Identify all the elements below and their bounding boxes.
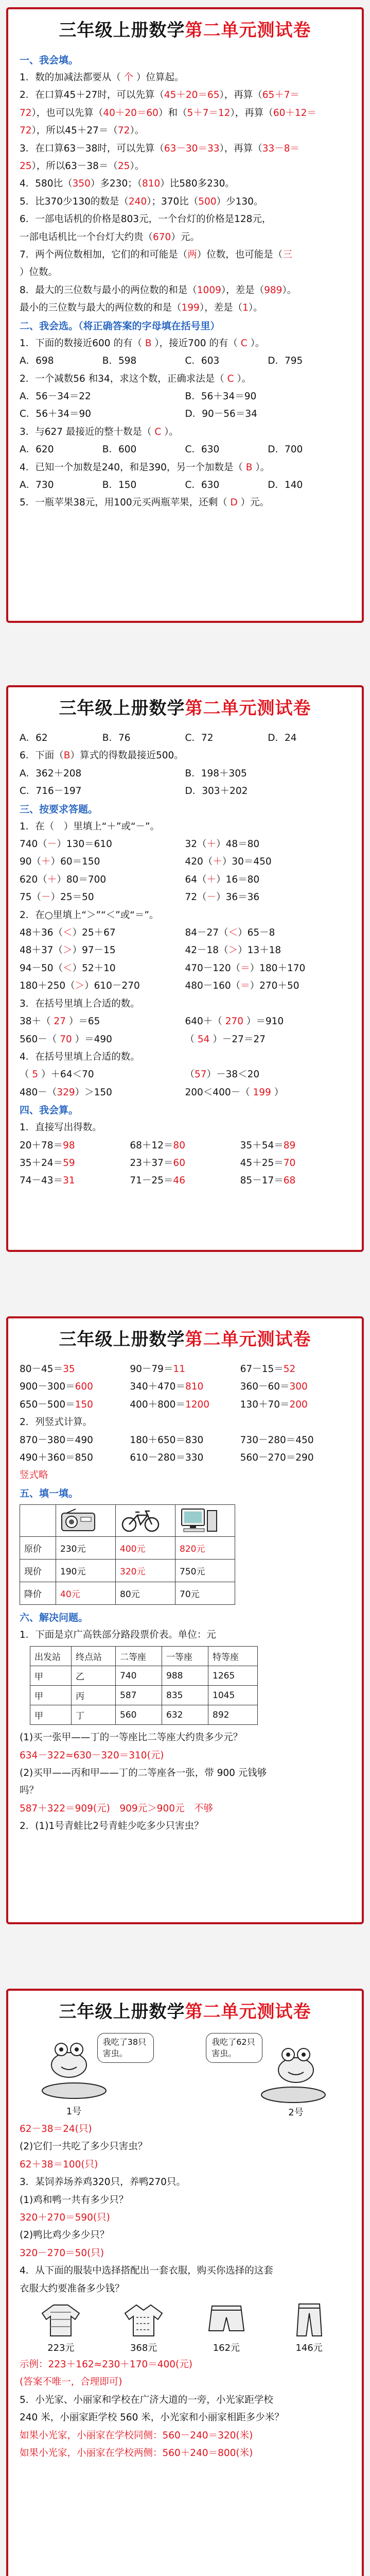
exercise-grid <box>20 1361 350 1414</box>
exercise: 560－270＝290 <box>240 1452 314 1464</box>
question: (2)它们一共吃了多少只害虫？ <box>20 2141 148 2153</box>
exercise: 38＋（ 27 ）＝65 <box>20 1016 100 1027</box>
answer: 示例：223＋162≈230＋170＝400(元) <box>20 2359 192 2370</box>
option: A．620 <box>20 444 54 455</box>
question: 1．下面的数接近600 的有（ B ），接近700 的有（ C ）。 <box>20 337 265 349</box>
exercise: 48＋37（＞）97－15 <box>20 945 116 956</box>
exercise: （57）－38＜20 <box>185 1069 260 1080</box>
question: 3．与627 最接近的整十数是（ C ）。 <box>20 426 179 437</box>
question: 一部电话机比一个台灯大约贵（670）元。 <box>20 231 200 243</box>
option: C．56＋34＝90 <box>20 409 92 420</box>
exercise: 900－300＝600 <box>20 1381 93 1393</box>
option: D．795 <box>268 355 303 367</box>
exercise: 71－25＝46 <box>130 1175 185 1187</box>
question: 4．从下面的服装中选择搭配出一套衣服，购买你选择的这套 <box>20 2265 273 2277</box>
option: D．140 <box>268 479 303 490</box>
section-heading: 五、填一填。 <box>20 1487 79 1499</box>
question: 25），所以63－38＝（25）。 <box>20 161 145 172</box>
answer: (答案不唯一，合理即可) <box>20 2377 122 2388</box>
price-table <box>20 1504 235 1605</box>
exercise: 90（＋）60＝150 <box>20 856 100 868</box>
question: 6．一部电话机的价格是803元，一个台灯的价格是128元， <box>20 214 272 225</box>
table-row: 原价 230元 400元 820元 <box>20 1536 235 1559</box>
page-title: 三年级上册数学第二单元测试卷 <box>59 2002 311 2022</box>
speech-bubble: 我吃了62只害虫。 <box>206 2033 262 2063</box>
exercise: 35＋54＝89 <box>240 1140 296 1151</box>
clothing-item: 162元 <box>205 2302 248 2354</box>
question: 衣服大约要准备多少钱？ <box>20 2283 125 2294</box>
exercise: 84－27（＜）65－8 <box>185 927 275 939</box>
question: 1．在（ ）里填上“＋”或“－”。 <box>20 821 160 832</box>
computer-icon <box>180 1507 219 1533</box>
clothing-item: 146元 <box>288 2302 331 2354</box>
exercise: 67－15＝52 <box>240 1364 296 1375</box>
choice-options <box>20 765 350 801</box>
frog-label: 1号 <box>66 2106 82 2117</box>
exercise: 650－500＝150 <box>20 1399 93 1410</box>
exercise: 42－18（＞）13＋18 <box>185 945 281 956</box>
exercise: 730－280＝450 <box>240 1434 314 1446</box>
exercise-grid <box>20 924 350 995</box>
option: B．198＋305 <box>185 768 247 779</box>
exercise-grid <box>20 836 350 907</box>
question: 1．数的加减法都要从（ 个 ）位算起。 <box>20 72 184 83</box>
answer: 如果小光家，小丽家在学校两侧：560＋240＝800(米) <box>20 2448 253 2459</box>
table-row: 甲 乙 740 988 1265 <box>30 1666 258 1686</box>
frog-icon <box>273 2043 319 2084</box>
section-heading: 六、解决问题。 <box>20 1612 89 1623</box>
answer: 587＋322＝909(元) 909元＞900元 不够 <box>20 1803 213 1814</box>
exercise: 560－（ 70 ）＝490 <box>20 1033 112 1045</box>
table-header: 出发站 终点站 二等座 一等座 特等座 <box>30 1647 258 1666</box>
question: 6．下面（B）算式的得数最接近500。 <box>20 750 184 761</box>
question: 3．某饲养场养鸡320只，养鸭270只。 <box>20 2177 186 2188</box>
question: 2．一个减数56 和34，求这个数，正确求法是（ C ）。 <box>20 373 252 384</box>
trousers-icon <box>288 2302 331 2338</box>
worksheet-page-4 <box>6 1989 364 2576</box>
option: D．90－56＝34 <box>185 409 257 420</box>
exercise: 80－45＝35 <box>20 1364 75 1375</box>
exercise: 75（－）25＝50 <box>20 892 94 903</box>
answer: 62＋38＝100(只) <box>20 2159 98 2170</box>
question: 240 米，小丽家距学校 560 米，小光家和小丽家相距多少米？ <box>20 2412 284 2424</box>
question: 2．列竖式计算。 <box>20 1417 93 1428</box>
exercise: 94－50（＜）52＋10 <box>20 962 116 974</box>
question: 5．一瓶苹果38元，用100元买两瓶苹果，还剩（ D ）元。 <box>20 497 270 509</box>
section-heading: 一、我会填。 <box>20 55 79 66</box>
lily-pad-icon <box>41 2080 108 2101</box>
exercise: 130＋70＝200 <box>240 1399 308 1410</box>
option: A．698 <box>20 355 54 367</box>
frog-label: 2号 <box>288 2107 304 2118</box>
choice-options <box>20 441 350 459</box>
question: (2)鸭比鸡少多少只？ <box>20 2230 110 2241</box>
exercise-grid <box>20 1137 350 1190</box>
worksheet-page-2 <box>6 685 364 1252</box>
exercise: 620（＋）80＝700 <box>20 874 107 885</box>
option: B．600 <box>102 444 137 455</box>
question: 2．在口算45＋27时，可以先算（45＋20＝65），再算（65＋7＝ <box>20 90 300 101</box>
question: 72），也可以先算（40＋20＝60）和（5＋7＝12），再算（60＋12＝ <box>20 107 316 118</box>
radio-icon <box>60 1508 96 1533</box>
table-cell <box>56 1504 116 1536</box>
exercise-grid <box>20 1066 350 1101</box>
question: (1)买一张甲——丁的一等座比二等座大约贵多少元？ <box>20 1732 243 1743</box>
answer: 634－322≈630－320＝310(元) <box>20 1750 164 1761</box>
option: B．56＋34＝90 <box>185 391 257 402</box>
exercise: 470－120（＝）180＋170 <box>185 962 306 974</box>
exercise: 640＋（ 270 ）＝910 <box>185 1016 284 1027</box>
frog-icon <box>46 2038 92 2079</box>
exercise: 68＋12＝80 <box>130 1140 185 1151</box>
question: ）位数。 <box>20 267 58 278</box>
exercise-grid <box>20 1013 350 1048</box>
exercise: （ 54 ）－27＝27 <box>185 1033 266 1045</box>
question: 5．比370少130的数是（240）；370比（500）少130。 <box>20 196 263 207</box>
exercise: 74－43＝31 <box>20 1175 75 1187</box>
question: 2．(1)1号青蛙比2号青蛙少吃多少只害虫？ <box>20 1821 204 1832</box>
option: A．730 <box>20 479 54 490</box>
option: B．598 <box>102 355 137 367</box>
question: 8．最大的三位数与最小的两位数的和是（1009），差是（989）。 <box>20 284 297 296</box>
section-heading: 四、我会算。 <box>20 1105 79 1116</box>
question: 3．在口算63－38时，可以先算（63－30＝33），再算（33－8＝ <box>20 143 300 154</box>
table-cell <box>175 1504 235 1536</box>
question: 4．580比（350）多230；（810）比580多230。 <box>20 178 235 190</box>
exercise: 610－280＝330 <box>130 1452 204 1464</box>
exercise: 400＋800＝1200 <box>130 1399 210 1410</box>
question: 1．直接写出得数。 <box>20 1122 102 1133</box>
table-row: 甲 丁 560 632 892 <box>30 1705 258 1725</box>
exercise: 23＋37＝60 <box>130 1157 185 1168</box>
question: 4．已知一个加数是240，和是390，另一个加数是（ B ）。 <box>20 462 270 473</box>
exercise: 32（＋）48＝80 <box>185 839 260 850</box>
bicycle-icon <box>120 1508 161 1533</box>
section-heading: 三、按要求答题。 <box>20 803 98 815</box>
option: C．716－197 <box>20 786 82 797</box>
answer: 320＋270＝590(只) <box>20 2212 110 2224</box>
option: D．24 <box>268 733 297 743</box>
exercise: 20＋78＝98 <box>20 1140 75 1151</box>
clothing-item: 223元 <box>39 2302 82 2354</box>
choice-options <box>20 352 350 370</box>
table-cell <box>116 1504 175 1536</box>
answer: 320－270＝50(只) <box>20 2247 104 2259</box>
exercise: （ 5 ）＋64＜70 <box>20 1069 94 1080</box>
option: D．700 <box>268 444 303 455</box>
question: 2．在○里填上“＞”“＜”或“＝”。 <box>20 909 159 921</box>
exercise: 740（－）130＝610 <box>20 839 112 850</box>
exercise: 870－380＝490 <box>20 1434 93 1446</box>
sweater-icon <box>39 2302 82 2338</box>
frog-illustration <box>20 2033 350 2121</box>
exercise: 480－（329）＞150 <box>20 1087 112 1098</box>
question: 5．小光家、小丽家和学校在广济大道的一旁，小光家距学校 <box>20 2394 273 2405</box>
shorts-icon <box>205 2302 248 2338</box>
page-title: 三年级上册数学第二单元测试卷 <box>59 1329 311 1350</box>
choice-options <box>20 477 350 494</box>
exercise: 200＜400－（ 199 ） <box>185 1087 284 1098</box>
exercise: 360－60＝300 <box>240 1381 308 1393</box>
ticket-table <box>30 1646 258 1725</box>
option: C．72 <box>185 733 214 743</box>
option: C．630 <box>185 479 220 490</box>
exercise: 85－17＝68 <box>240 1175 296 1187</box>
table-cell <box>20 1504 56 1536</box>
question: 4．在括号里填上合适的数。 <box>20 1051 140 1062</box>
exercise: 48＋36（＜）25＋67 <box>20 927 116 939</box>
exercise: 420（＋）30＝450 <box>185 856 272 868</box>
clothing-options <box>20 2302 350 2354</box>
exercise: 90－79＝11 <box>130 1364 185 1375</box>
option: A．56－34＝22 <box>20 391 91 402</box>
exercise-grid <box>20 1432 350 1467</box>
question: (1)鸡和鸭一共有多少只？ <box>20 2194 129 2206</box>
clothing-item: 368元 <box>122 2302 165 2354</box>
option: C．603 <box>185 355 220 367</box>
page-title: 三年级上册数学第二单元测试卷 <box>59 20 311 41</box>
page-title: 三年级上册数学第二单元测试卷 <box>59 698 311 719</box>
question: 最小的三位数与最大的两位数的和是（199），差是（1）。 <box>20 302 263 314</box>
answer: 62－38＝24(只) <box>20 2124 92 2134</box>
exercise: 180＋250（＞）610－270 <box>20 980 140 992</box>
option: C．630 <box>185 444 220 455</box>
choice-options <box>20 388 350 423</box>
choice-options <box>20 730 350 747</box>
lily-pad-icon <box>260 2084 327 2105</box>
answer-note: 竖式略 <box>20 1470 48 1481</box>
worksheet-page-1 <box>6 7 364 623</box>
option: A．62 <box>20 733 48 743</box>
option: B．150 <box>102 479 137 490</box>
question: 吗？ <box>20 1785 39 1797</box>
exercise: 180＋650＝830 <box>130 1434 204 1446</box>
exercise: 72（－）36＝36 <box>185 892 260 903</box>
table-row: 甲 丙 587 835 1045 <box>30 1686 258 1705</box>
exercise: 64（＋）16＝80 <box>185 874 260 885</box>
section-heading: 二、我会选。（将正确答案的字母填在括号里） <box>20 320 220 332</box>
option: D．303＋202 <box>185 786 248 797</box>
table-row: 现价 190元 320元 750元 <box>20 1559 235 1582</box>
speech-bubble: 我吃了38只害虫。 <box>97 2033 154 2063</box>
exercise: 490＋360＝850 <box>20 1452 93 1464</box>
table-row: 降价 40元 80元 70元 <box>20 1582 235 1604</box>
question: 3．在括号里填上合适的数。 <box>20 998 140 1009</box>
exercise: 45＋25＝70 <box>240 1157 296 1168</box>
exercise: 35＋24＝59 <box>20 1157 75 1168</box>
exercise: 340＋470＝810 <box>130 1381 204 1393</box>
question: (2)买甲——丙和甲——丁的二等座各一张，带 900 元钱够 <box>20 1768 267 1779</box>
option: B．76 <box>102 733 131 743</box>
worksheet-page-3 <box>6 1316 364 1924</box>
exercise: 480－160（＝）270＋50 <box>185 980 299 992</box>
question: 7．两个两位数相加，它们的和可能是（两）位数，也可能是（三 <box>20 249 292 261</box>
option: A．362＋208 <box>20 768 82 779</box>
question: 72），所以45＋27＝（72）。 <box>20 125 145 137</box>
question: 1．下面是京广高铁部分路段票价表。单位：元 <box>20 1629 216 1640</box>
answer: 如果小光家，小丽家在学校同侧：560－240＝320(米) <box>20 2430 253 2441</box>
shirt-icon <box>122 2302 165 2338</box>
